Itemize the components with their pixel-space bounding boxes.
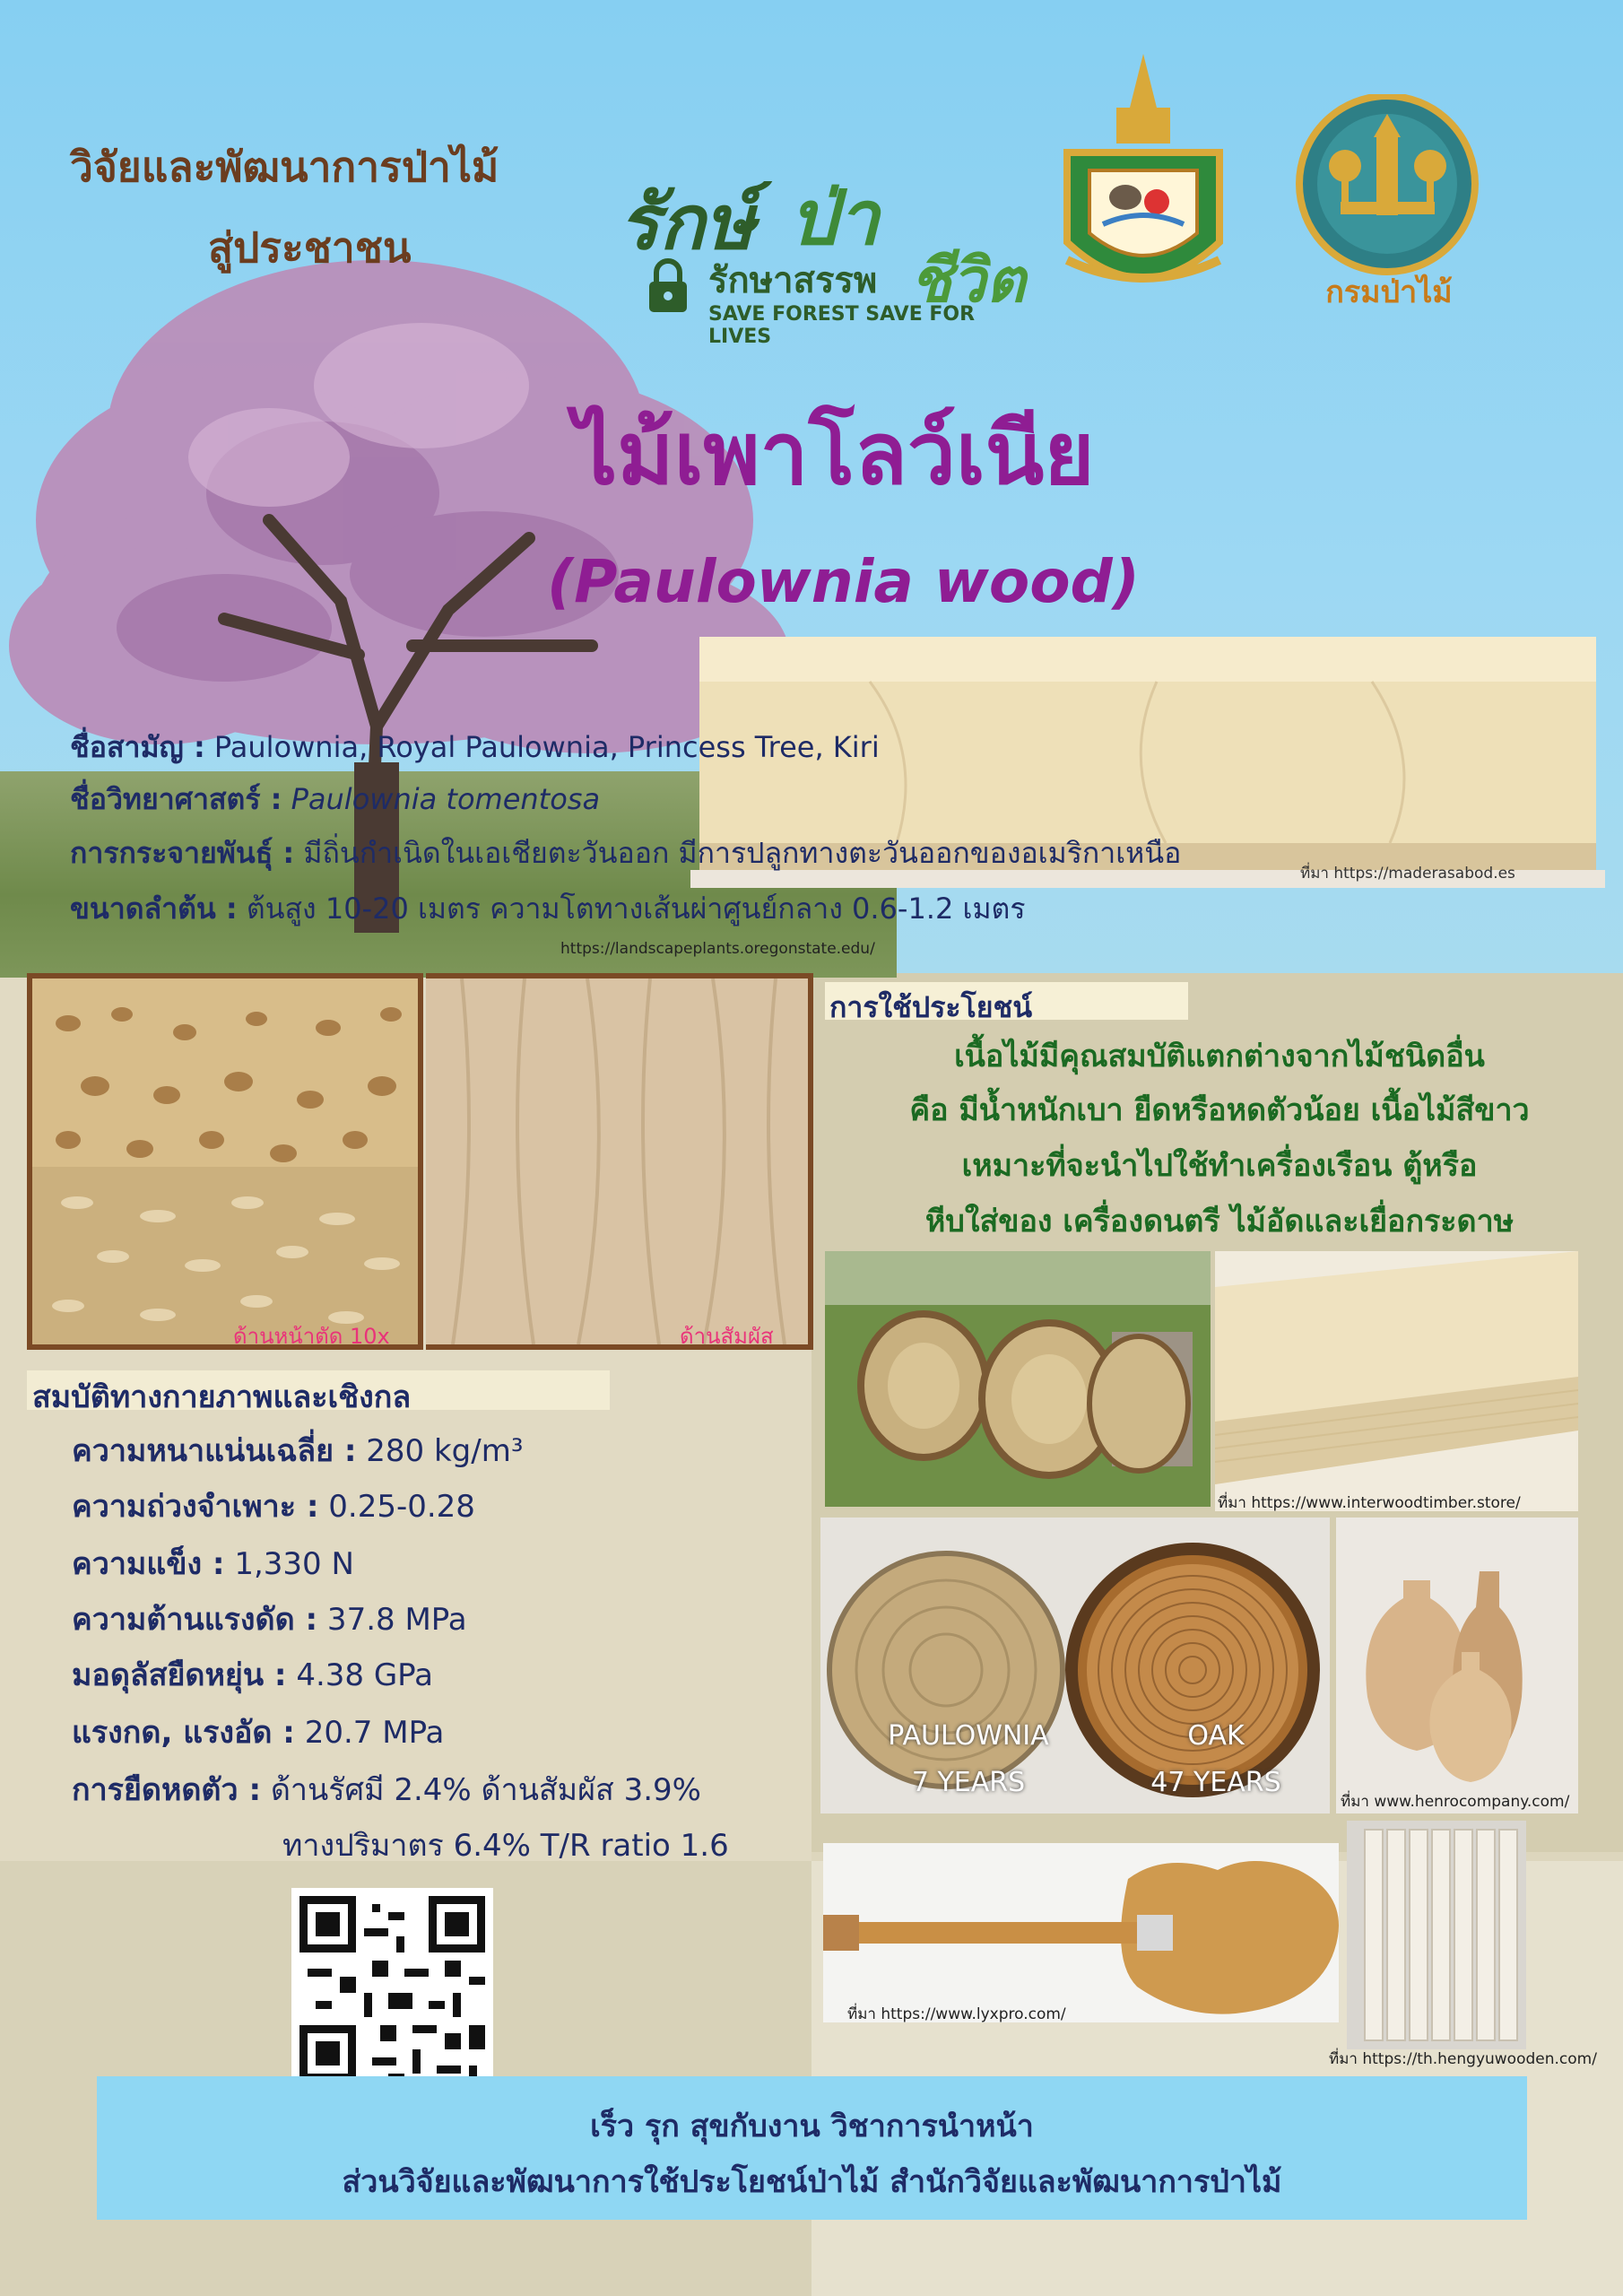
scientific-name [70,777,600,822]
common-name-label: ชื่อสามัญ : [70,730,205,764]
wooden-vases-photo [1336,1518,1578,1813]
property-modulus [72,1650,433,1699]
property-label: แรงกด, แรงอัด : [72,1715,295,1751]
benefit-line-2: คือ มีน้ำหนักเบา ยืดหรือหดตัวน้อย เนื้อไม้สีขาว [909,1092,1530,1128]
trunk-size-label: ขนาดลำต้น : [70,891,238,926]
page-title: ไม้เพาโลว์เนีย [574,404,1095,504]
property-label: ความแข็ง : [72,1546,225,1582]
plank-source: ที่มา https://maderasabod.es [1300,865,1515,883]
property-value: 37.8 MPa [317,1602,467,1638]
footer-organization: ส่วนวิจัยและพัฒนาการใช้ประโยชน์ป่าไม้ สำนักวิจัยและพัฒนาการป่าไม้ [342,2164,1282,2200]
distribution [70,831,1181,876]
boards-photo [1215,1251,1578,1511]
logo-word-2: ป่า [789,174,880,262]
benefit-line-3: เหมาะที่จะนำไปใช้ทำเครื่องเรือน ตู้หรือ [961,1148,1478,1184]
logs-photo [825,1251,1211,1507]
vases-source: ที่มา www.henrocompany.com/ [1341,1793,1570,1811]
cross-section-label: ด้านหน้าตัด 10x [233,1324,390,1349]
scientific-name-label: ชื่อวิทยาศาสตร์ : [70,782,282,816]
property-value: 1,330 N [224,1546,354,1582]
property-label: ความหนาแน่นเฉลี่ย : [72,1433,357,1469]
logo-subtitle: รักษาสรรพ [708,260,878,301]
boards-source: ที่มา https://www.interwoodtimber.store/ [1218,1494,1521,1512]
trunk-size [70,886,1026,932]
footer-slogan: เร็ว รุก สุขกับงาน วิชาการนำหน้า [590,2109,1034,2144]
header-line-2: สู่ประชาชน [208,223,412,272]
strips-source: ที่มา https://th.hengyuwooden.com/ [1329,2050,1597,2068]
property-value: 4.38 GPa [286,1657,433,1693]
compare-paulownia-years: 7 YEARS [911,1767,1026,1798]
benefit-line-1: เนื้อไม้มีคุณสมบัติแตกต่างจากไม้ชนิดอื่น [954,1039,1485,1074]
distribution-value: มีถิ่นกำเนิดในเอเชียตะวันออก มีการปลูกทางตะวันออกของอเมริกาเหนือ [294,836,1182,870]
qr-code-icon[interactable] [291,1888,493,2090]
property-compression [72,1708,444,1756]
property-label: ความถ่วงจำเพาะ : [72,1489,319,1525]
distribution-label: การกระจายพันธุ์ : [70,836,295,870]
logo-subtitle-2: ชีวิต [910,246,1026,317]
property-bending-strength [72,1595,467,1643]
property-shrinkage [72,1765,701,1813]
trunk-size-value: ต้นสูง 10-20 เมตร ความโตทางเส้นผ่าศูนย์กลาง 0.6-1.2 เมตร [237,891,1026,926]
property-label: ความต้านแรงดัด : [72,1602,318,1638]
department-label: กรมป่าไม้ [1325,274,1453,310]
compare-oak-label: OAK [1187,1720,1245,1752]
page-subtitle: (Paulownia wood) [547,547,1140,616]
header-line-1: วิจัยและพัฒนาการป่าไม้ [70,143,499,191]
tangential-section-label: ด้านสัมผัส [680,1324,774,1349]
property-label: มอดุลัสยืดหยุ่น : [72,1657,287,1693]
logo-english: SAVE FOREST SAVE FOR LIVES [708,303,976,348]
benefit-title: การใช้ประโยชน์ [829,990,1033,1024]
guitar-source: ที่มา https://www.lyxpro.com/ [847,2005,1066,2023]
tangential-section-photo [426,973,813,1350]
cross-section-photo [27,973,423,1350]
property-hardness [72,1539,354,1587]
ministry-emblem-icon [1049,54,1237,314]
lock-icon [646,258,690,314]
tree-source: https://landscapeplants.oregonstate.edu/ [560,940,875,958]
property-value: ด้านรัศมี 2.4% ด้านสัมผัส 3.9% [261,1772,701,1808]
property-density [72,1426,523,1474]
compare-paulownia-label: PAULOWNIA [888,1720,1049,1752]
logo-word-1: รักษ์ [619,178,755,266]
property-value: 280 kg/m³ [356,1433,524,1469]
guitar-photo [823,1843,1339,2022]
property-label: การยืดหดตัว : [72,1772,262,1808]
wood-strips-photo [1347,1821,1526,2049]
property-specific-gravity [72,1482,475,1530]
benefit-line-4: หีบใส่ของ เครื่องดนตรี ไม้อัดและเยื่อกระดาษ [924,1204,1515,1239]
common-name [70,725,880,770]
property-shrinkage-continuation: ทางปริมาตร 6.4% T/R ratio 1.6 [282,1828,729,1864]
scientific-name-value: Paulownia tomentosa [282,782,601,816]
property-value: 20.7 MPa [294,1715,445,1751]
royal-forest-department-emblem-icon [1291,94,1484,287]
properties-title: สมบัติทางกายภาพและเชิงกล [32,1379,412,1415]
save-forest-logo [619,161,1026,348]
common-name-value: Paulownia, Royal Paulownia, Princess Tree, Kiri [204,730,880,764]
property-value: 0.25-0.28 [318,1489,475,1525]
compare-oak-years: 47 YEARS [1150,1767,1281,1798]
